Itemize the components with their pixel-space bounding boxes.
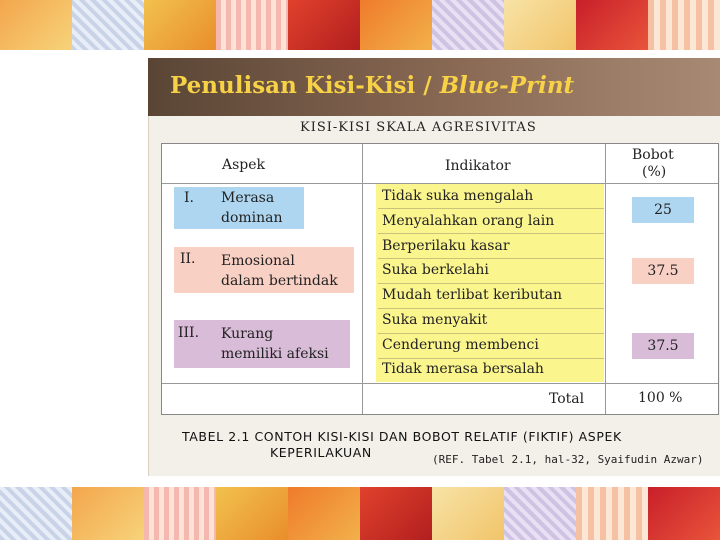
header-indicator: Indikator <box>445 158 511 174</box>
indicator-divider <box>378 358 604 359</box>
pattern-tile <box>504 487 576 540</box>
aspect-3-label <box>221 324 329 364</box>
slide-title-emphasis: Blue-Print <box>439 72 575 99</box>
indicator-item: Cenderung membenci <box>382 337 539 353</box>
aspect-2-line1: Emosional <box>221 253 295 269</box>
table-caption: TABEL 2.1 CONTOH KISI-KISI DAN BOBOT RELATIF (FIKTIF) ASPEK <box>182 429 622 444</box>
header-weight-unit: (%) <box>642 164 667 180</box>
aspect-1-label <box>221 188 283 228</box>
slide-title <box>170 72 574 99</box>
pattern-tile <box>504 0 576 50</box>
column-divider <box>362 144 363 414</box>
indicator-divider <box>378 333 604 334</box>
pattern-tile <box>216 0 288 50</box>
header-aspect: Aspek <box>222 157 266 173</box>
aspect-2-label <box>221 251 338 291</box>
pattern-tile <box>288 0 360 50</box>
indicator-item: Menyalahkan orang lain <box>382 213 555 229</box>
weight-aspect-2: 37.5 <box>632 258 694 284</box>
weight-aspect-1: 25 <box>632 197 694 223</box>
indicator-divider <box>378 308 604 309</box>
aspect-3-line1: Kurang <box>221 326 274 342</box>
indicator-item: Mudah terlibat keributan <box>382 287 562 303</box>
pattern-tile <box>72 487 144 540</box>
pattern-tile <box>144 0 216 50</box>
aspect-1-line2: dominan <box>221 210 283 226</box>
aspect-2-number: II. <box>180 251 196 267</box>
pattern-tile <box>648 0 720 50</box>
pattern-tile <box>216 487 288 540</box>
total-label: Total <box>549 391 585 407</box>
pattern-tile <box>576 0 648 50</box>
indicator-item: Berperilaku kasar <box>382 238 510 254</box>
indicator-divider <box>378 283 604 284</box>
pattern-tile <box>432 487 504 540</box>
bottom-decorative-strip <box>0 487 720 540</box>
top-decorative-strip <box>0 0 720 50</box>
pattern-tile <box>432 0 504 50</box>
reference-note: (REF. Tabel 2.1, hal-32, Syaifudin Azwar) <box>432 453 704 466</box>
pattern-tile <box>360 0 432 50</box>
table-heading: KISI-KISI SKALA AGRESIVITAS <box>300 120 537 135</box>
pattern-tile <box>72 0 144 50</box>
aspect-1-line1: Merasa <box>221 190 275 206</box>
pattern-tile <box>288 487 360 540</box>
indicator-divider <box>378 233 604 234</box>
pattern-tile <box>360 487 432 540</box>
pattern-tile <box>648 487 720 540</box>
column-divider <box>605 144 606 414</box>
indicator-item: Tidak suka mengalah <box>382 188 534 204</box>
table-caption-continued: KEPERILAKUAN <box>270 445 372 460</box>
aspect-3-line2: memiliki afeksi <box>221 346 329 362</box>
total-divider <box>162 383 718 384</box>
indicator-item: Suka berkelahi <box>382 262 489 278</box>
pattern-tile <box>144 487 216 540</box>
aspect-2-line2: dalam bertindak <box>221 273 338 289</box>
indicator-item: Tidak merasa bersalah <box>382 361 544 377</box>
pattern-tile <box>0 0 72 50</box>
weight-aspect-3: 37.5 <box>632 333 694 359</box>
slide-title-main: Penulisan Kisi-Kisi / <box>170 72 440 99</box>
total-value: 100 % <box>638 390 683 406</box>
indicator-divider <box>378 208 604 209</box>
indicator-divider <box>378 258 604 259</box>
pattern-tile <box>576 487 648 540</box>
indicator-item: Suka menyakit <box>382 312 488 328</box>
aspect-1-number: I. <box>184 190 194 206</box>
header-weight: Bobot <box>632 147 674 163</box>
aspect-3-number: III. <box>178 325 200 341</box>
pattern-tile <box>0 487 72 540</box>
